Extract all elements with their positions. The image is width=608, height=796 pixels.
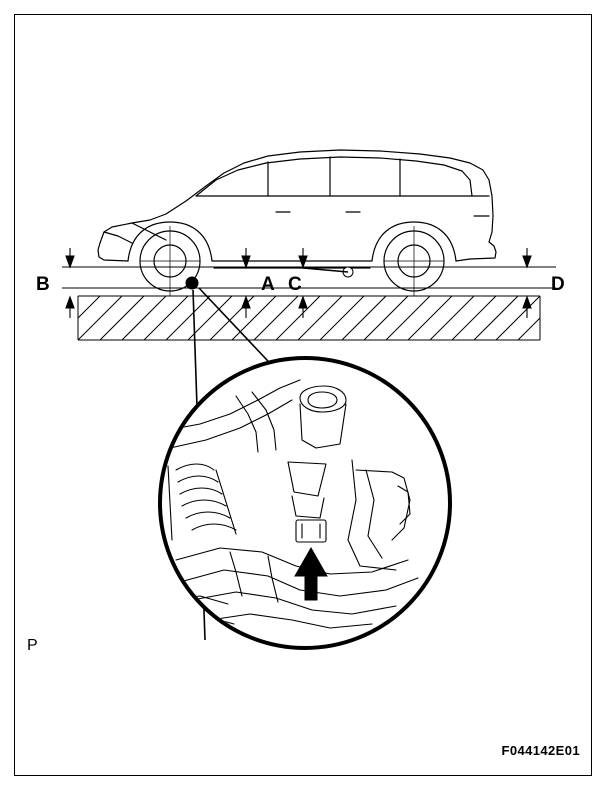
label-b: B	[36, 274, 50, 295]
dimension-arrow-d	[523, 248, 531, 318]
corner-mark-p: P	[27, 637, 38, 654]
dimension-arrow-a	[242, 248, 250, 318]
ground-hatching	[78, 296, 540, 340]
figure-code: F044142E01	[501, 743, 580, 758]
detail-circle	[160, 358, 450, 648]
reference-lines	[62, 267, 556, 288]
dimension-arrow-b	[66, 248, 74, 318]
label-a: A	[261, 274, 275, 295]
label-d: D	[551, 274, 565, 295]
label-c: C	[288, 274, 302, 295]
vehicle-outline	[98, 150, 496, 291]
